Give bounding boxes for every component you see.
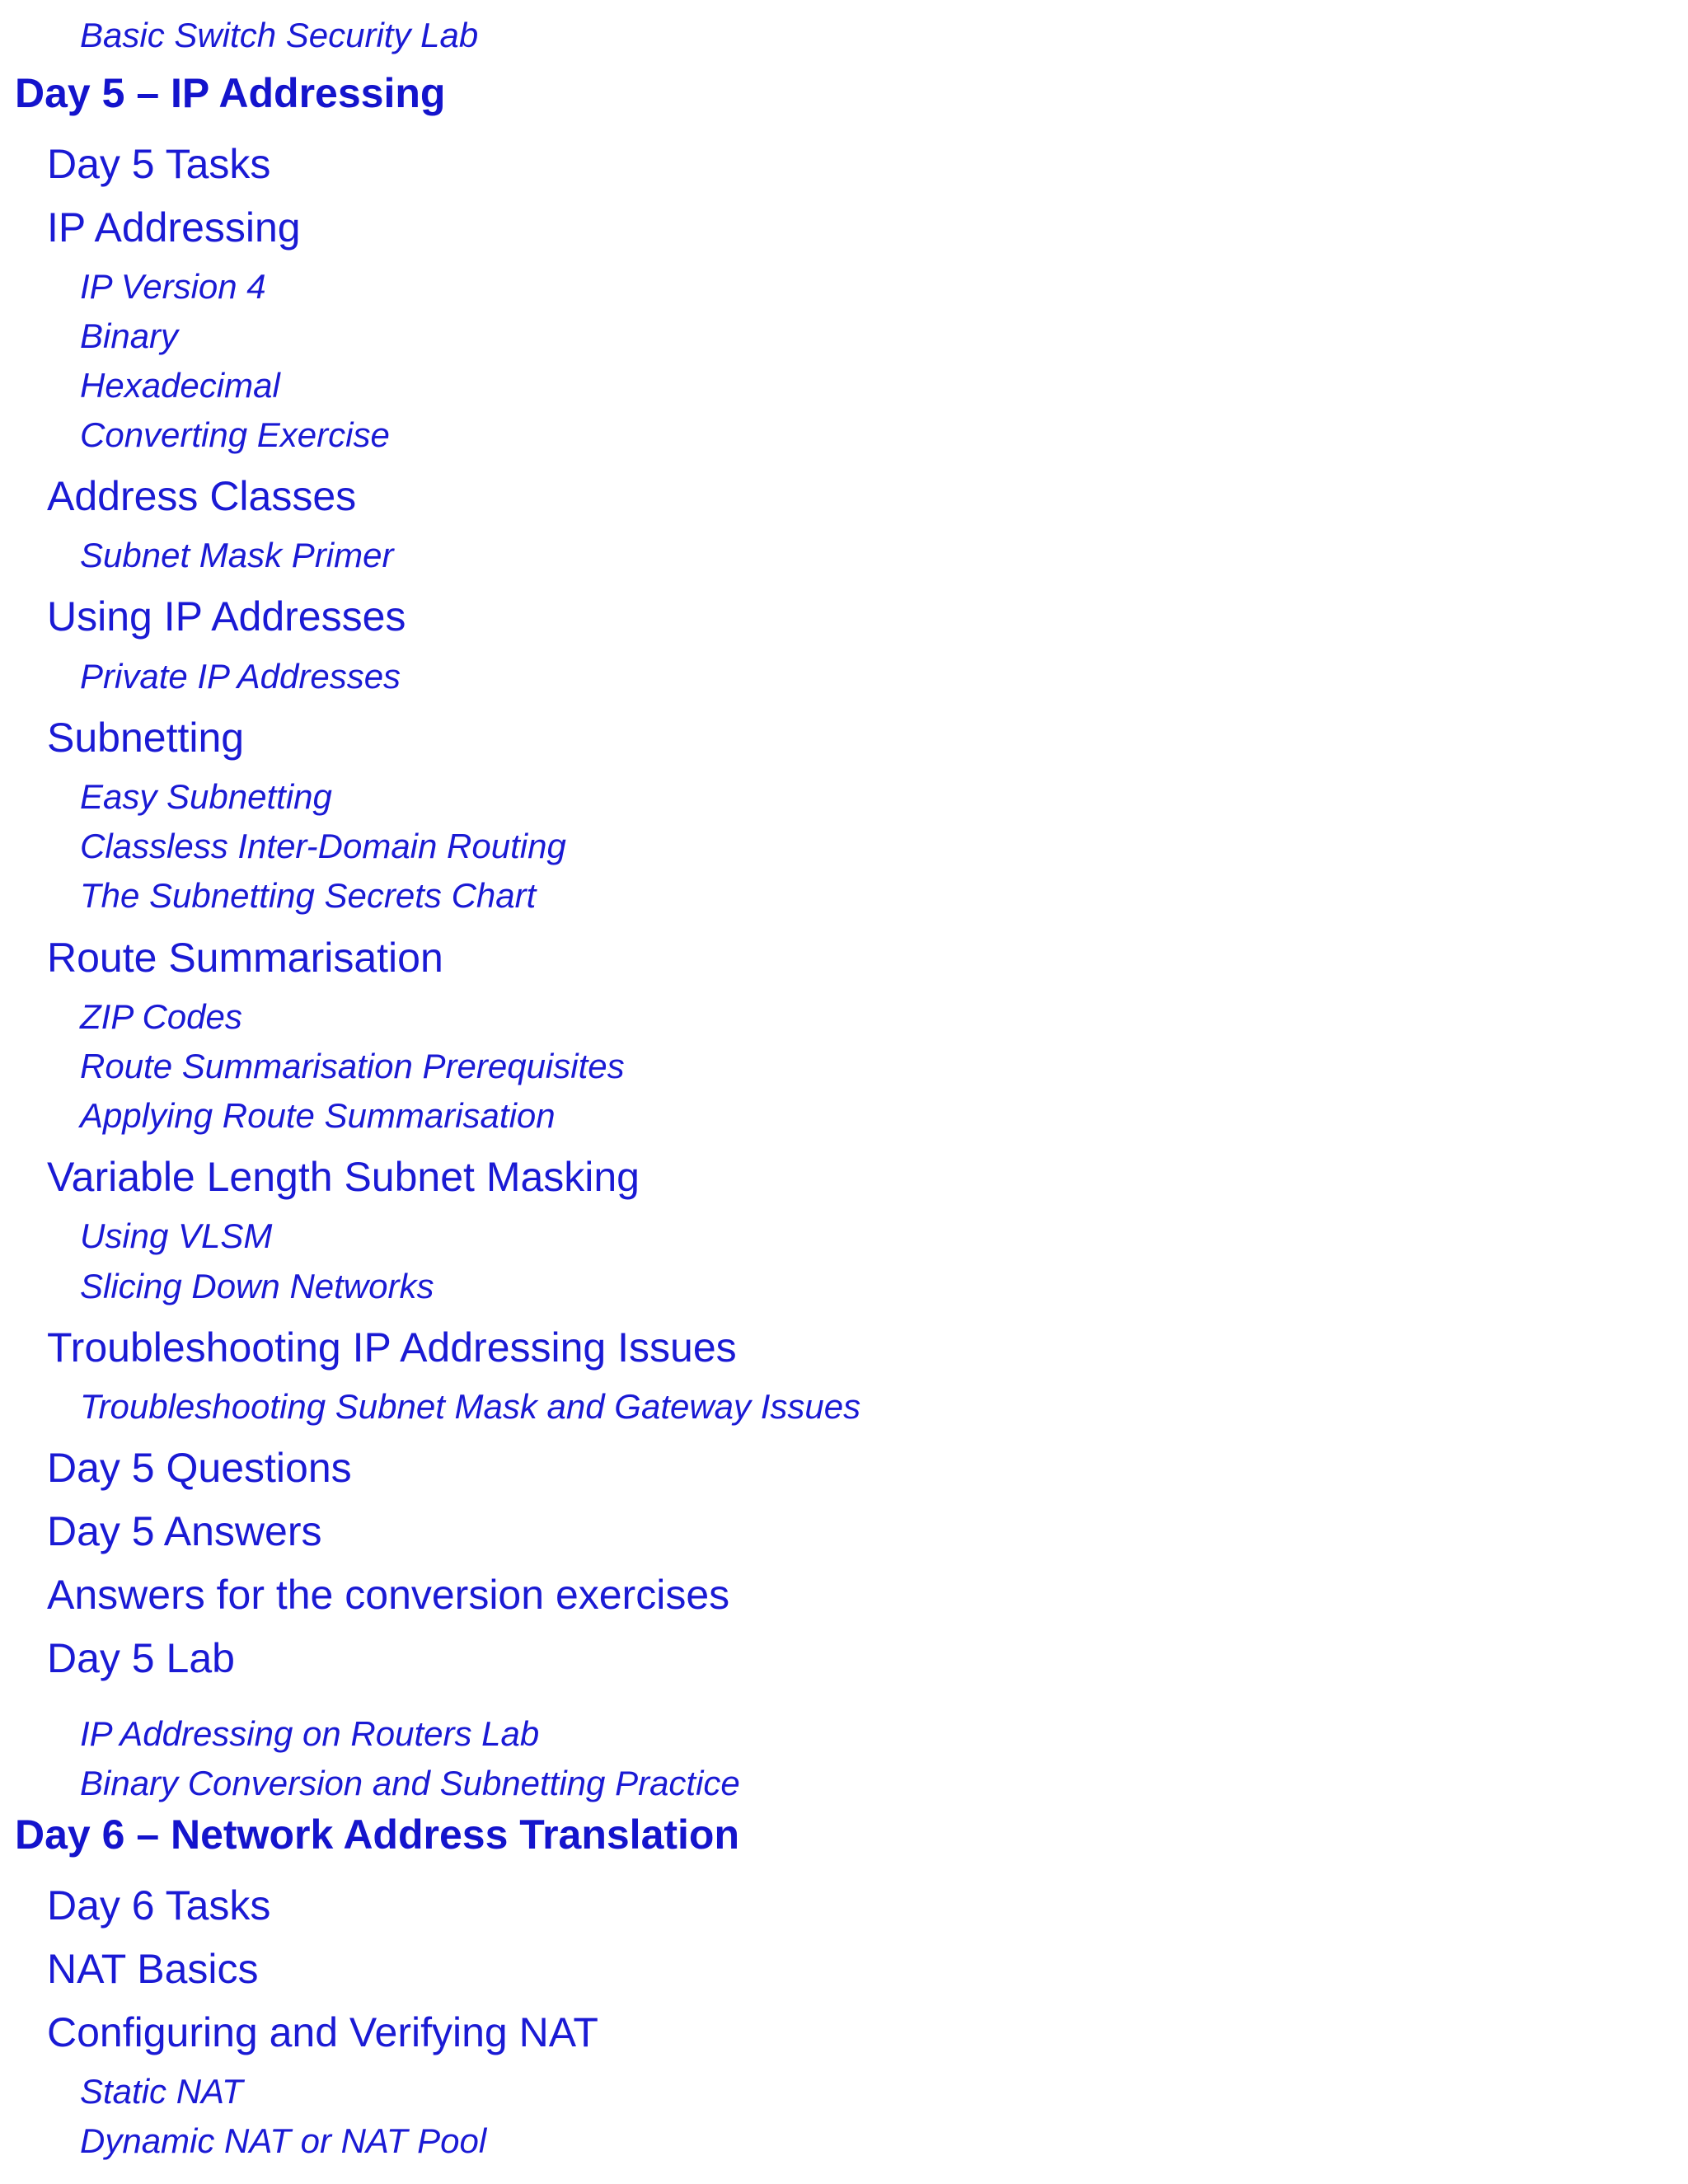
toc-section-subnetting[interactable]: Subnetting (47, 715, 245, 761)
toc-section-troubleshooting-ip[interactable]: Troubleshooting IP Addressing Issues (47, 1324, 737, 1371)
toc-chapter-day-5[interactable]: Day 5 – IP Addressing (15, 70, 446, 116)
toc-section-route-summarisation[interactable]: Route Summarisation (47, 935, 443, 981)
toc-entry-hexadecimal[interactable]: Hexadecimal (80, 366, 280, 405)
toc-entry-using-vlsm[interactable]: Using VLSM (80, 1216, 273, 1255)
toc-section-ip-addressing[interactable]: IP Addressing (47, 204, 301, 251)
toc-entry-static-nat[interactable]: Static NAT (80, 2072, 243, 2111)
toc-entry-ip-version-4[interactable]: IP Version 4 (80, 267, 266, 306)
toc-section-address-classes[interactable]: Address Classes (47, 473, 357, 519)
toc-section-day-5-lab[interactable]: Day 5 Lab (47, 1635, 235, 1681)
toc-entry-private-ip-addresses[interactable]: Private IP Addresses (80, 657, 401, 696)
toc-section-day-5-tasks[interactable]: Day 5 Tasks (47, 141, 271, 187)
toc-section-conversion-answers[interactable]: Answers for the conversion exercises (47, 1572, 730, 1618)
toc-entry-binary[interactable]: Binary (80, 316, 179, 355)
toc-entry-ip-addressing-routers-lab[interactable]: IP Addressing on Routers Lab (80, 1714, 540, 1753)
toc-entry-classless-inter-domain-routing[interactable]: Classless Inter-Domain Routing (80, 827, 566, 865)
toc-chapter-day-6[interactable]: Day 6 – Network Address Translation (15, 1811, 740, 1858)
toc-entry-binary-conversion-subnetting-practice[interactable]: Binary Conversion and Subnetting Practice (80, 1764, 740, 1802)
toc-section-day-5-answers[interactable]: Day 5 Answers (47, 1508, 322, 1554)
toc-entry-subnet-mask-primer[interactable]: Subnet Mask Primer (80, 536, 394, 574)
toc-section-nat-basics[interactable]: NAT Basics (47, 1946, 259, 1992)
toc-section-configuring-verifying-nat[interactable]: Configuring and Verifying NAT (47, 2009, 598, 2055)
toc-entry-easy-subnetting[interactable]: Easy Subnetting (80, 777, 332, 816)
toc-entry-applying-route-summarisation[interactable]: Applying Route Summarisation (80, 1096, 556, 1135)
toc-entry-zip-codes[interactable]: ZIP Codes (80, 997, 242, 1036)
toc-section-vlsm[interactable]: Variable Length Subnet Masking (47, 1154, 640, 1200)
toc-entry-route-summarisation-prerequisites[interactable]: Route Summarisation Prerequisites (80, 1047, 625, 1085)
toc-entry-subnetting-secrets-chart[interactable]: The Subnetting Secrets Chart (80, 876, 537, 915)
toc-section-day-6-tasks[interactable]: Day 6 Tasks (47, 1882, 271, 1929)
toc-entry-converting-exercise[interactable]: Converting Exercise (80, 415, 390, 454)
toc-section-day-5-questions[interactable]: Day 5 Questions (47, 1445, 352, 1491)
toc-section-using-ip-addresses[interactable]: Using IP Addresses (47, 593, 406, 640)
toc-entry-basic-switch-security-lab[interactable]: Basic Switch Security Lab (80, 16, 479, 54)
toc-entry-slicing-down-networks[interactable]: Slicing Down Networks (80, 1267, 434, 1305)
toc-entry-troubleshooting-subnet-mask-gateway[interactable]: Troubleshooting Subnet Mask and Gateway Issues (80, 1387, 861, 1426)
toc-entry-dynamic-nat-pool[interactable]: Dynamic NAT or NAT Pool (80, 2121, 487, 2160)
